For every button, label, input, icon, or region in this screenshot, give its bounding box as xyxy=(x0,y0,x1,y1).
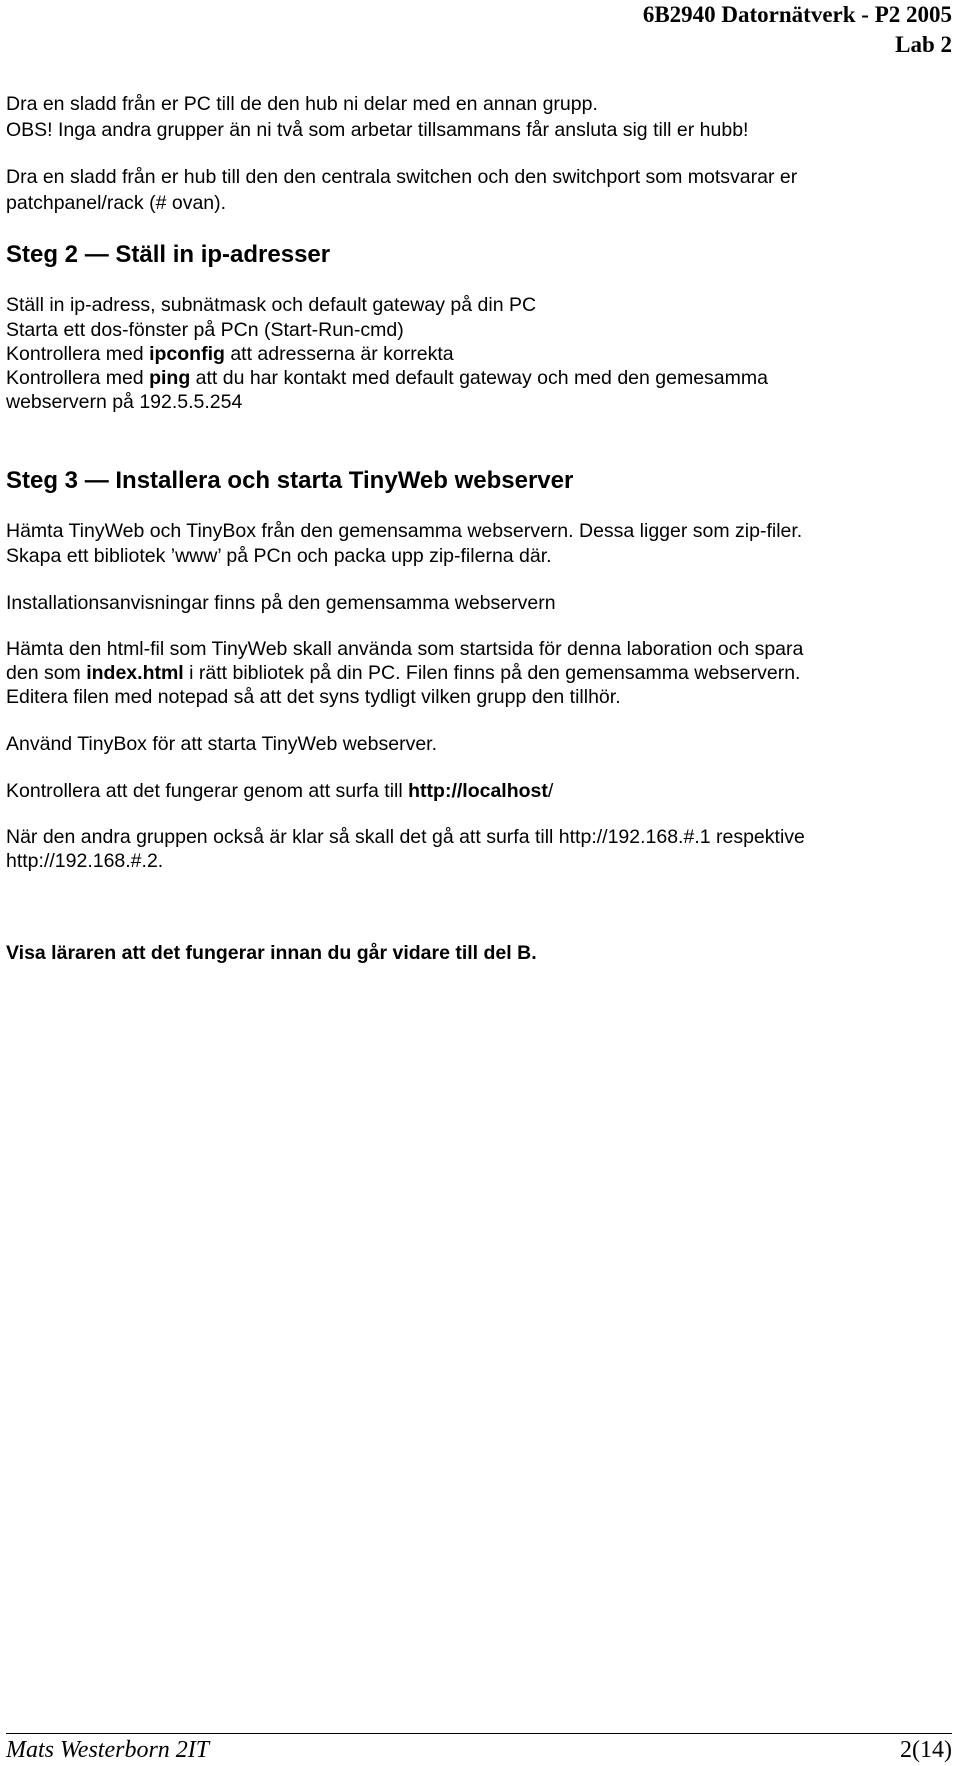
lab-label: Lab 2 xyxy=(895,32,952,57)
course-title: 6B2940 Datornätverk - P2 2005 xyxy=(642,2,952,27)
step3-line: Hämta den html-fil som TinyWeb skall använda som startsida för denna laboration och spara xyxy=(6,638,804,660)
intro-line: Dra en sladd från er PC till de den hub ni delar med en annan grupp. xyxy=(6,93,598,115)
step2-line: Kontrollera med ipconfig att adresserna är korrekta xyxy=(6,343,454,365)
step3-line: När den andra gruppen också är klar så skall det gå att surfa till http://192.168.#.1 respektive xyxy=(6,826,805,848)
intro-line: patchpanel/rack (# ovan). xyxy=(6,192,227,214)
step3-line: http://192.168.#.2. xyxy=(6,850,164,872)
step3-line: Editera filen med notepad så att det syns tydligt vilken grupp den tillhör. xyxy=(6,686,621,708)
step3-line: Använd TinyBox för att starta TinyWeb webserver. xyxy=(6,733,438,755)
intro-line: Dra en sladd från er hub till den den centrala switchen och den switchport som motsvarar er xyxy=(6,166,798,188)
step2-line: Starta ett dos-fönster på PCn (Start-Run-cmd) xyxy=(6,319,404,341)
step3-line: Hämta TinyWeb och TinyBox från den gemensamma webservern. Dessa ligger som zip-filer. xyxy=(6,520,803,542)
page-number: 2(14) xyxy=(900,1737,952,1763)
step3-line: Kontrollera att det fungerar genom att surfa till http://localhost/ xyxy=(6,780,554,802)
footer-author: Mats Westerborn 2IT xyxy=(6,1737,210,1763)
index-html-filename: index.html xyxy=(86,662,184,684)
step2-line: Kontrollera med ping att du har kontakt med default gateway och med den gemesamma xyxy=(6,367,768,389)
step3-line: Skapa ett bibliotek ’www’ på PCn och packa upp zip-filerna där. xyxy=(6,545,552,567)
step3-line: Installationsanvisningar finns på den gemensamma webservern xyxy=(6,592,556,614)
step3-line: den som index.html i rätt bibliotek på din PC. Filen finns på den gemensamma webservern. xyxy=(6,662,801,684)
ping-command: ping xyxy=(149,367,191,389)
footer-rule xyxy=(6,1733,952,1734)
step3-heading: Steg 3 — Installera och starta TinyWeb webserver xyxy=(6,467,574,494)
ipconfig-command: ipconfig xyxy=(149,343,225,365)
step2-line: Ställ in ip-adress, subnätmask och default gateway på din PC xyxy=(6,294,537,316)
final-instruction: Visa läraren att det fungerar innan du går vidare till del B. xyxy=(6,942,537,964)
page-header xyxy=(643,0,952,60)
intro-line: OBS! Inga andra grupper än ni två som arbetar tillsammans får ansluta sig till er hubb! xyxy=(6,119,749,141)
step2-heading: Steg 2 — Ställ in ip-adresser xyxy=(6,241,331,268)
step2-line: webservern på 192.5.5.254 xyxy=(6,391,243,413)
localhost-url: http://localhost xyxy=(408,780,548,802)
